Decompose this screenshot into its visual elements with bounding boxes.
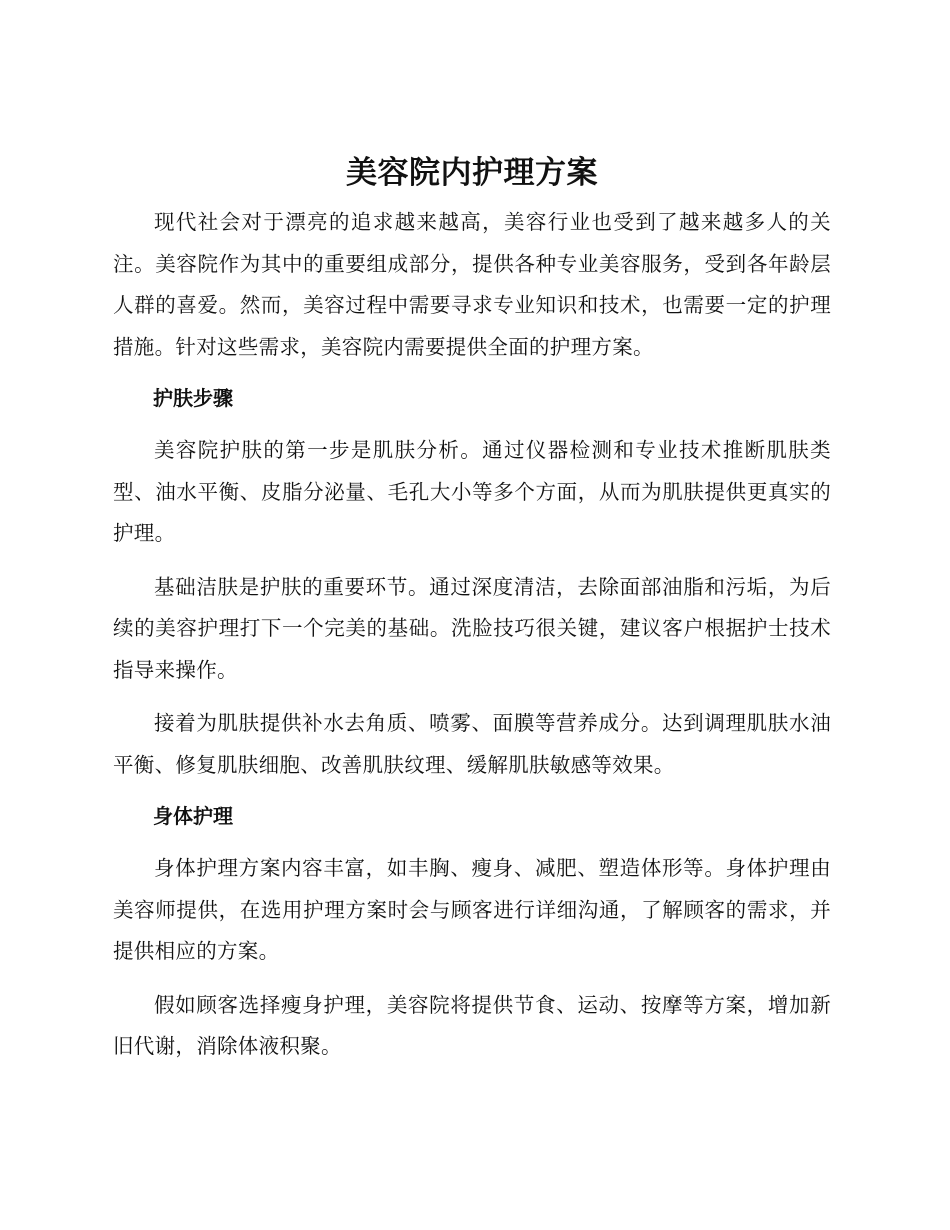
document-body: [113, 150, 831, 1080]
skincare-paragraph-2: 基础洁肤是护肤的重要环节。通过深度清洁，去除面部油脂和污垢，为后续的美容护理打下一个完美的基础。洗脸技巧很关键，建议客户根据护士技术指导来操作。: [113, 574, 831, 682]
section-heading-skincare: 护肤步骤: [153, 386, 233, 410]
skincare-paragraph-1: 美容院护肤的第一步是肌肤分析。通过仪器检测和专业技术推断肌肤类型、油水平衡、皮脂分泌量、毛孔大小等多个方面，从而为肌肤提供更真实的护理。: [113, 438, 831, 545]
section-heading-body-care: 身体护理: [153, 804, 233, 828]
section-body-care: [113, 798, 831, 1068]
body-care-paragraph-1: 身体护理方案内容丰富，如丰胸、瘦身、减肥、塑造体形等。身体护理由美容师提供，在选用护理方案时会与顾客进行详细沟通，了解顾客的需求，并提供相应的方案。: [113, 856, 831, 963]
skincare-paragraph-3: 接着为肌肤提供补水去角质、喷雾、面膜等营养成分。达到调理肌肤水油平衡、修复肌肤细胞、改善肌肤纹理、缓解肌肤敏感等效果。: [113, 711, 831, 777]
document-title: 美容院内护理方案: [346, 155, 598, 191]
intro-paragraph: 现代社会对于漂亮的追求越来越高，美容行业也受到了越来越多人的关注。美容院作为其中的重要组成部分，提供各种专业美容服务，受到各年龄层人群的喜爱。然而，美容过程中需要寻求专业知识和技术，也需要一定的护理措施。针对这些需求，美容院内需要提供全面的护理方案。: [113, 210, 831, 359]
body-care-paragraph-2: 假如顾客选择瘦身护理，美容院将提供节食、运动、按摩等方案，增加新旧代谢，消除体液积聚。: [113, 992, 831, 1058]
section-skincare: [113, 380, 831, 786]
